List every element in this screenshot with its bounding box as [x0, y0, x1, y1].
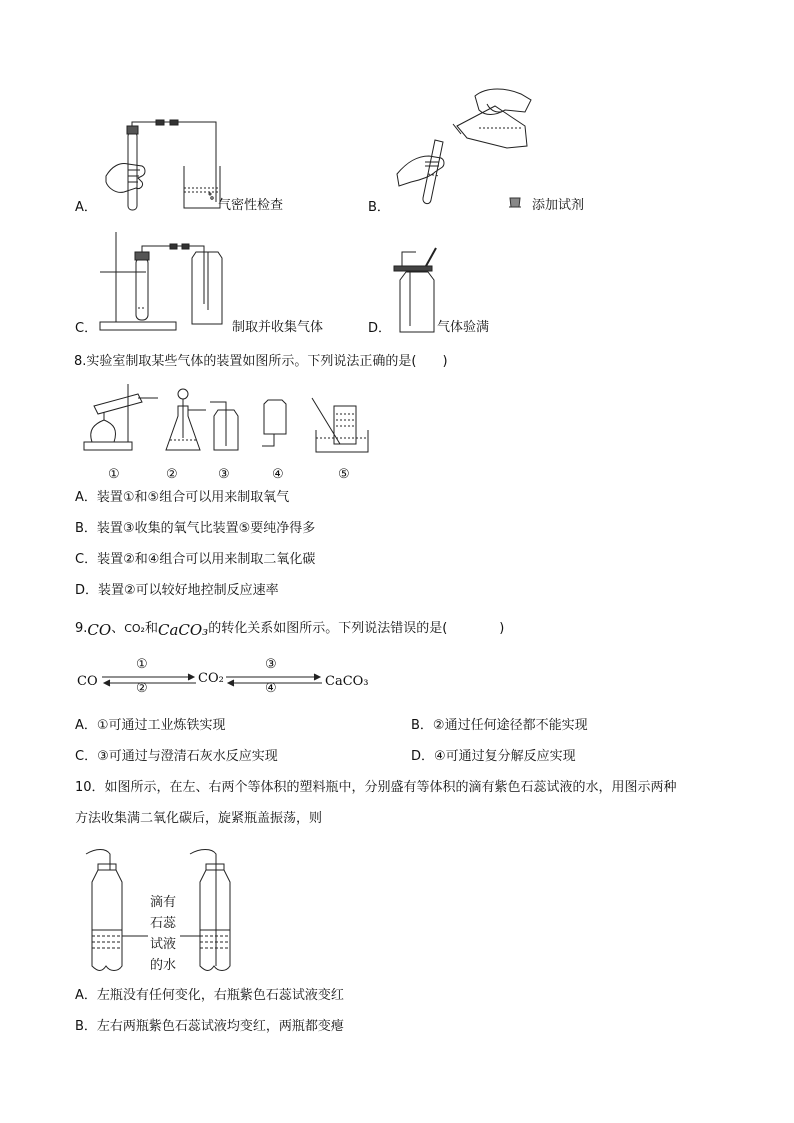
- option-d-letter: D．: [368, 321, 392, 336]
- diagram-co2: CO₂: [198, 671, 224, 686]
- q8-option-d: D．装置②可以较好地控制反应速率: [75, 583, 279, 598]
- diagram-co: CO: [77, 674, 98, 689]
- conversion-arrows: [100, 670, 324, 690]
- arrow-label-3: ③: [265, 657, 277, 672]
- q8-option-c: C．装置②和④组合可以用来制取二氧化碳: [75, 552, 316, 567]
- option-b-caption: 添加试剂: [532, 198, 585, 213]
- device-label-1: ①: [108, 467, 120, 482]
- option-a-letter: A．: [75, 200, 97, 215]
- option-c-letter: C．: [75, 321, 98, 336]
- prepare-collect-figure: [96, 228, 231, 334]
- question-10-stem-line2: 方法收集满二氧化碳后，旋紧瓶盖振荡，则: [75, 811, 323, 826]
- q9-sep: 、: [111, 621, 125, 636]
- device-label-4: ④: [272, 467, 284, 482]
- q9-caco3: CaCO₃: [157, 621, 209, 639]
- q9-and: 和: [144, 621, 158, 636]
- q8-option-a: A．装置①和⑤组合可以用来制取氧气: [75, 490, 290, 505]
- device-label-3: ③: [218, 467, 230, 482]
- option-c-caption: 制取并收集气体: [232, 320, 324, 335]
- litmus-label: [150, 892, 176, 976]
- question-10-stem-line1: 10．如图所示，在左、右两个等体积的塑料瓶中，分别盛有等体积的滴有紫色石蕊试液的水，用图示两种: [75, 780, 677, 795]
- question-9-stem: [75, 618, 504, 638]
- diagram-caco3: CaCO₃: [325, 674, 369, 689]
- question-8-stem: 8.实验室制取某些气体的装置如图所示。下列说法正确的是( ): [74, 354, 448, 369]
- device-label-5: ⑤: [338, 467, 350, 482]
- option-a-caption: 气密性检查: [218, 198, 284, 213]
- q9-option-d: D．④可通过复分解反应实现: [411, 749, 576, 764]
- q9-option-b: B．②通过任何途径都不能实现: [411, 718, 588, 733]
- q8-option-b: B．装置③收集的氧气比装置⑤要纯净得多: [75, 521, 316, 536]
- q9-stem-tail: 的转化关系如图所示。下列说法错误的是( ): [208, 621, 505, 636]
- q9-number: 9.: [75, 621, 88, 636]
- litmus-label-line: 试液: [150, 937, 177, 952]
- q9-co: CO: [87, 621, 112, 639]
- arrow-label-2: ②: [136, 681, 148, 696]
- q9-option-a: A．①可通过工业炼铁实现: [75, 718, 226, 733]
- gas-full-test-figure: [388, 246, 440, 334]
- litmus-label-line: 的水: [150, 958, 177, 973]
- litmus-label-line: 石蕊: [150, 916, 177, 931]
- arrow-label-4: ④: [265, 681, 277, 696]
- litmus-label-line: 滴有: [150, 895, 177, 910]
- bottle-stopper-icon: [507, 194, 523, 210]
- q10-option-b: B．左右两瓶紫色石蕊试液均变红，两瓶都变瘪: [75, 1019, 344, 1034]
- apparatus-figure: [78, 380, 378, 460]
- q9-co2: CO₂: [124, 622, 145, 635]
- option-d-caption: 气体验满: [437, 320, 490, 335]
- option-b-letter: B．: [368, 200, 390, 215]
- arrow-label-1: ①: [136, 657, 148, 672]
- q9-option-c: C．③可通过与澄清石灰水反应实现: [75, 749, 278, 764]
- airtightness-check-figure: [98, 118, 228, 214]
- q10-option-a: A．左瓶没有任何变化，右瓶紫色石蕊试液变红: [75, 988, 344, 1003]
- device-label-2: ②: [166, 467, 178, 482]
